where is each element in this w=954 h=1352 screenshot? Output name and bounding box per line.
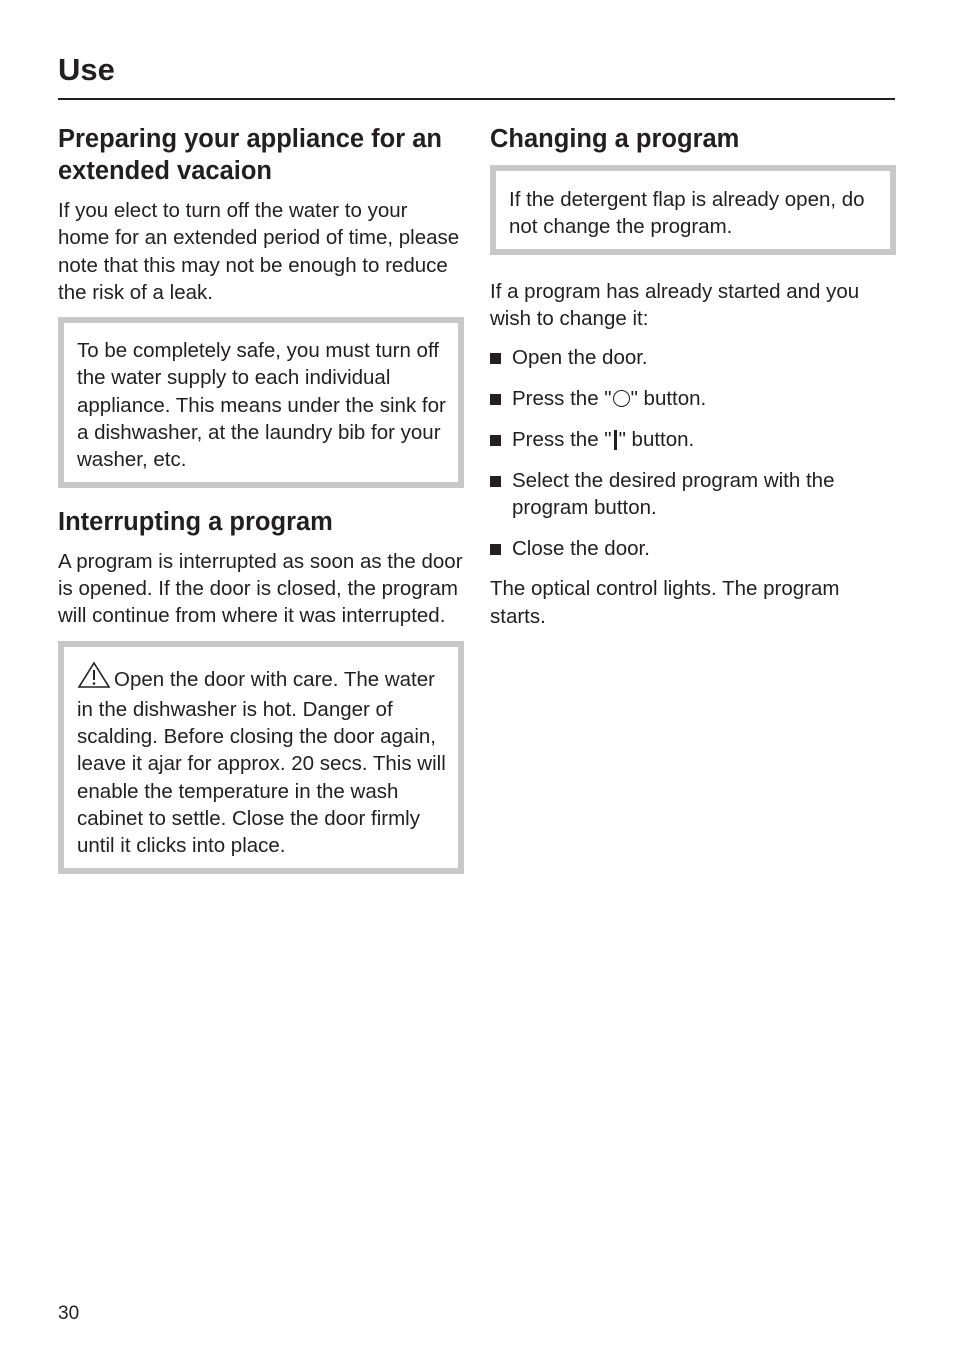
list-item: Select the desired program with the program button. xyxy=(490,467,896,522)
note-box-detergent-flap xyxy=(490,165,896,255)
square-bullet-icon xyxy=(490,394,501,405)
right-column xyxy=(490,123,896,630)
note-box-water-supply xyxy=(58,317,464,487)
steps-list xyxy=(490,344,896,562)
warning-triangle-icon xyxy=(77,661,111,696)
page-number: 30 xyxy=(58,1303,80,1324)
warning-paragraph xyxy=(77,661,448,860)
list-item: Open the door. xyxy=(490,344,896,371)
paragraph-extended-vacation: If you elect to turn off the water to your home for an extended period of time, please note that this may not be enough to reduce the risk of a leak. xyxy=(58,199,460,304)
square-bullet-icon xyxy=(490,353,501,364)
note-text-detergent-flap: If the detergent flap is already open, do not change the program. xyxy=(509,188,865,239)
warning-text: Open the door with care. The water in the dishwasher is hot. Danger of scalding. Before closing the door again, leave it ajar for approx. 20 secs. This will enable the temperature in the wash cabinet to settle. Close the door firmly until it clicks into place. xyxy=(77,667,446,858)
list-item: Press the " " button. xyxy=(490,426,896,453)
bar-icon xyxy=(614,430,617,450)
note-text-water-supply: To be completely safe, you must turn off the water supply to each individual appliance. This means under the sink for a dishwasher, at the laundry bib for your washer, etc. xyxy=(77,339,446,472)
left-column xyxy=(58,123,464,892)
paragraph-changing-outro: The optical control lights. The program starts. xyxy=(490,577,840,628)
square-bullet-icon xyxy=(490,544,501,555)
list-item: Close the door. xyxy=(490,535,896,562)
list-item: Press the " " button. xyxy=(490,385,896,412)
section-heading-extended-vacation: Preparing your appliance for an extended vacaion xyxy=(58,125,443,185)
circle-icon xyxy=(613,390,630,407)
paragraph-interrupting: A program is interrupted as soon as the door is opened. If the door is closed, the program will continue from where it was interrupted. xyxy=(58,549,463,628)
warning-box-hot-water xyxy=(58,641,464,874)
square-bullet-icon xyxy=(490,476,501,487)
title-rule xyxy=(58,98,895,100)
page-title: Use xyxy=(58,52,115,87)
section-heading-changing: Changing a program xyxy=(490,125,740,153)
section-heading-interrupting: Interrupting a program xyxy=(58,507,333,536)
square-bullet-icon xyxy=(490,435,501,446)
paragraph-changing-intro: If a program has already started and you wish to change it: xyxy=(490,279,860,330)
